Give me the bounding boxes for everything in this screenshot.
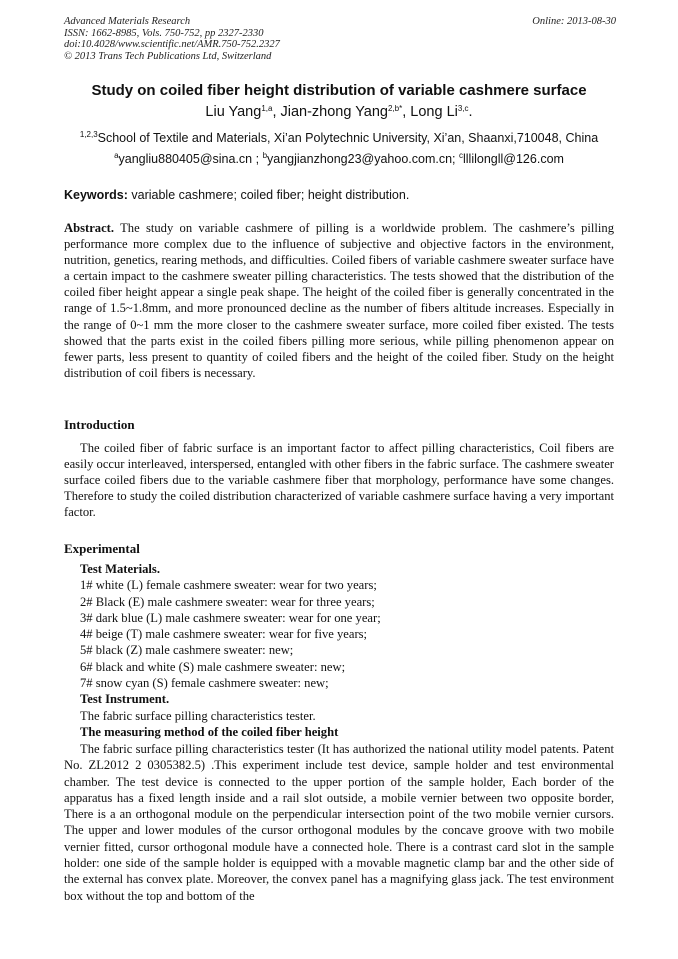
email-b: yangjianzhong23@yahoo.com.cn; bbox=[267, 152, 459, 166]
author-sep-1: , bbox=[272, 104, 281, 120]
journal-meta bbox=[64, 16, 280, 62]
introduction-heading: Introduction bbox=[64, 417, 135, 432]
email-b-sup: b bbox=[262, 151, 268, 160]
introduction-text: The coiled fiber of fabric surface is an important factor to affect pilling characteristics, Coil fibers are easily occur interleaved, interspersed, entangled with other fibers in the fabric surface. The cashmere sweater surface coiled fibers due to the variable cashmere fiber that morphology, performance have some changes. Therefore to study the coiled distribution characterized of variable cashmere surface having a very important factor. bbox=[64, 441, 614, 520]
email-a: yangliu880405@sina.cn ; bbox=[118, 152, 263, 166]
abstract-label: Abstract. bbox=[64, 221, 115, 235]
email-c: lllilongll@126.com bbox=[463, 152, 564, 166]
keywords bbox=[64, 188, 409, 202]
journal-name: Advanced Materials Research bbox=[64, 16, 191, 27]
material-item: 7# snow cyan (S) female cashmere sweater: new; bbox=[80, 676, 329, 691]
material-item: 1# white (L) female cashmere sweater: wear for two years; bbox=[80, 578, 377, 593]
author-2: Jian-zhong Yang bbox=[280, 104, 388, 120]
instrument-text: The fabric surface pilling characteristics tester. bbox=[80, 708, 316, 723]
keywords-text: variable cashmere; coiled fiber; height distribution. bbox=[127, 188, 410, 202]
issn-line: ISSN: 1662-8985, Vols. 750-752, pp 2327-2330 bbox=[64, 27, 264, 39]
material-item: 3# dark blue (L) male cashmere sweater: wear for one year; bbox=[80, 610, 381, 625]
materials-heading: Test Materials. bbox=[80, 562, 160, 576]
author-1: Liu Yang bbox=[205, 104, 262, 120]
material-item: 2# Black (E) male cashmere sweater: wear for three years; bbox=[80, 594, 375, 609]
author-2-sup: 2,b* bbox=[388, 104, 403, 113]
experimental-heading: Experimental bbox=[64, 541, 140, 556]
instrument-heading: Test Instrument. bbox=[80, 692, 170, 707]
doi-line: doi:10.4028/www.scientific.net/AMR.750-752.2327 bbox=[64, 39, 280, 50]
affiliation-text: School of Textile and Materials, Xi’an Polytechnic University, Xi’an, Shaanxi,710048, China bbox=[97, 131, 599, 145]
method-heading: The measuring method of the coiled fiber height bbox=[80, 724, 339, 739]
author-end: . bbox=[468, 104, 473, 120]
author-sep-2: , bbox=[402, 104, 411, 120]
affiliation-sup: 1,2,3 bbox=[79, 130, 98, 139]
author-3-sup: 3,c bbox=[457, 104, 469, 113]
abstract-text: The study on variable cashmere of pilling is a worldwide problem. The cashmere’s pilling performance more complex due to the influence of subjective and objective factors in the environment, nutrition, genetics, rearing methods, and difficulties. Coiled fibers of variable cashmere sweater surface have a certain impact to the cashmere sweater pilling characteristics. The tests showed that the distribution of the coiled fiber height appear a single peak shape. The height of the coiled fiber is generally concentrated in the range of 1.5~1.8mm, and more pronounced decline as the number of fibers altitude increases. Especially in the range of 0~1 mm the more closer to the cashmere sweater surface, more coiled fiber existed. The tests showed that the parts exist in the coiled fibers pilling more serious, while pilling phenomenon appear on fewer parts, less present to quantity of coiled fibers and the height of the coiled fiber. Study on the height distribution of coil fibers is necessary. bbox=[64, 221, 614, 380]
copyright-line: © 2013 Trans Tech Publications Ltd, Switzerland bbox=[64, 50, 272, 62]
paper-title: Study on coiled fiber height distribution of variable cashmere surface bbox=[91, 82, 587, 99]
material-item: 5# black (Z) male cashmere sweater: new; bbox=[80, 643, 294, 658]
affiliation bbox=[0, 131, 678, 145]
material-item: 4# beige (T) male cashmere sweater: wear for five years; bbox=[80, 627, 368, 642]
email-c-sup: c bbox=[459, 151, 463, 160]
author-1-sup: 1,a bbox=[261, 104, 273, 113]
keywords-label: Keywords: bbox=[64, 188, 128, 202]
email-a-sup: a bbox=[114, 151, 119, 160]
method-text: The fabric surface pilling characteristics tester (It has authorized the national utility model patents. Patent No. ZL2012 2 0305382.5) .This experiment include test device, sample holder and test environmental chamber. The test device is connected to the upper portion of the sample holder, Each border of the apparatus has a fixed length inside and a rail slot outside, a mobile vernier between two opposite border, There is a an orthogonal module on the perpendicular intersection point of the two mobile vernier cursors. The upper and lower modules of the cursor orthogonal modules by the concave groove with two mobile vernier fitted, cursor orthogonal module have a connected hole. There is a contrast card slot in the sample holder: one side of the sample holder is equipped with a movable magnetic clamp bar and the other side of the external has convex plate. Moreover, the convex panel has a magnifying glass jack. The test environment box without the top and bottom of the bbox=[64, 742, 614, 903]
abstract bbox=[64, 220, 614, 381]
email-line bbox=[0, 152, 678, 166]
experimental-section bbox=[64, 561, 614, 740]
material-item: 6# black and white (S) male cashmere sweater: new; bbox=[80, 659, 346, 674]
author-3: Long Li bbox=[410, 104, 458, 120]
author-line bbox=[0, 104, 678, 120]
online-date: Online: 2013-08-30 bbox=[532, 16, 616, 27]
